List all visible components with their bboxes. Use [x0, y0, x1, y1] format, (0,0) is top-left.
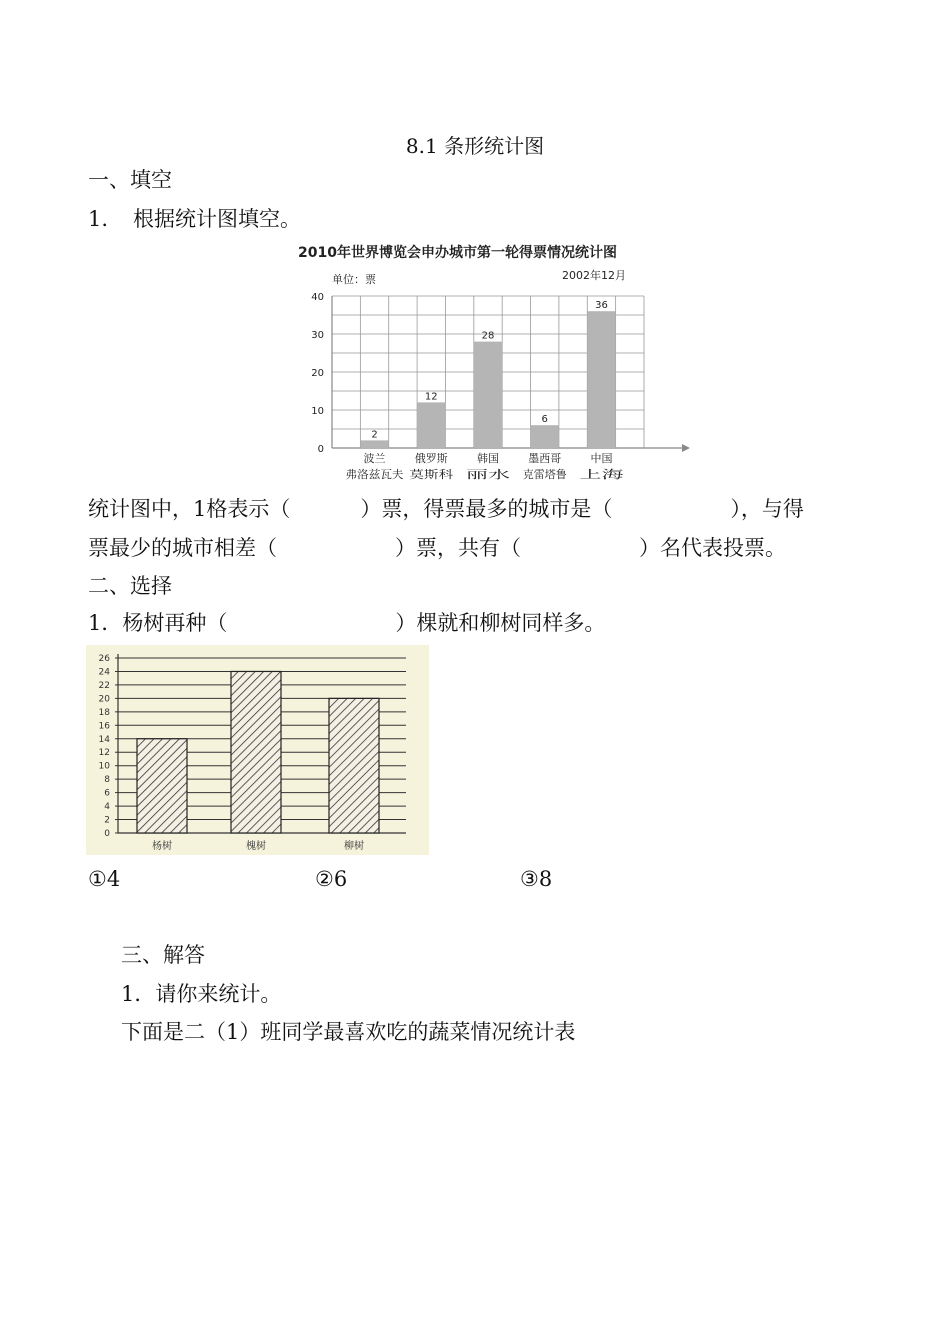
- bar: [474, 342, 502, 448]
- x-category-label: 墨西哥: [528, 452, 562, 465]
- choice-q1-text-a: 1．杨树再种（: [88, 611, 228, 635]
- x-category-sublabel: 上海: [579, 468, 602, 481]
- y-tick-label: 20: [98, 694, 110, 705]
- bar: [417, 402, 445, 448]
- y-tick-label: 26: [98, 654, 110, 664]
- answer-description: 下面是二（1）班同学最喜欢吃的蔬菜情况统计表: [121, 1020, 576, 1044]
- chart-date-label: 2002年12月: [562, 269, 626, 282]
- y-tick-label: 30: [311, 330, 324, 341]
- y-tick-label: 12: [98, 748, 110, 759]
- y-tick-label: 40: [311, 292, 324, 303]
- data-label: 6: [541, 414, 548, 426]
- fill-text-1c: ），与得: [730, 497, 804, 521]
- data-label: 12: [424, 391, 438, 403]
- y-tick-label: 0: [104, 829, 110, 839]
- data-label: 28: [481, 330, 495, 342]
- y-tick-label: 8: [104, 775, 110, 786]
- y-tick-label: 20: [311, 368, 324, 379]
- fill-blank-line-2: [88, 535, 786, 561]
- bar: [587, 311, 615, 448]
- option-2[interactable]: ②6: [315, 867, 348, 891]
- x-category-label: 韩国: [477, 452, 499, 465]
- bar: [329, 698, 379, 833]
- expo-vote-chart: [292, 238, 690, 488]
- x-category-sublabel: 弗洛兹瓦夫: [345, 468, 401, 481]
- section-2-heading: 二、选择: [88, 574, 172, 598]
- y-tick-label: 16: [98, 721, 110, 732]
- x-category-sublabel: 丽水: [466, 468, 488, 481]
- x-axis-arrow-icon: [682, 444, 690, 452]
- expo-vote-chart-svg: [292, 238, 690, 488]
- y-tick-label: 24: [98, 667, 110, 678]
- x-category-label: 中国: [590, 452, 613, 465]
- tree-count-chart: [86, 645, 429, 855]
- tree-count-chart-svg: [86, 645, 429, 855]
- fill-text-2a: 票最少的城市相差（: [88, 536, 277, 560]
- fill-text-2b: ）票，共有（: [395, 536, 521, 560]
- section-3-heading: 三、解答: [121, 943, 205, 967]
- chart-title: 2010年世界博览会申办城市第一轮得票情况统计图: [298, 245, 617, 261]
- fill-blank-line-1: [88, 496, 804, 522]
- choice-question-1: [88, 610, 605, 636]
- fill-text-2c: ）名代表投票。: [639, 536, 786, 560]
- x-category-label: 槐树: [246, 841, 266, 852]
- y-tick-label: 22: [98, 680, 110, 691]
- page-title: 8.1 条形统计图: [405, 134, 545, 158]
- bar: [137, 739, 187, 833]
- choice-q1-text-b: ）棵就和柳树同样多。: [395, 611, 606, 635]
- x-category-sublabel: 莫斯科: [409, 468, 443, 481]
- bar: [360, 440, 388, 448]
- fill-text-1a: 统计图中，1格表示（: [88, 497, 291, 521]
- section-1-heading: 一、填空: [88, 168, 172, 192]
- answer-question-1: 1．请你来统计。: [121, 982, 282, 1006]
- y-tick-label: 0: [317, 444, 324, 455]
- question-1-text: 根据统计图填空。: [133, 207, 301, 231]
- x-category-label: 波兰: [363, 452, 386, 465]
- question-1-number: 1.: [88, 207, 109, 231]
- data-label: 2: [371, 429, 378, 441]
- bar: [531, 425, 559, 448]
- bar: [231, 671, 281, 833]
- y-tick-label: 10: [311, 406, 324, 417]
- y-tick-label: 18: [98, 707, 110, 718]
- y-tick-label: 2: [104, 815, 110, 826]
- option-3[interactable]: ③8: [520, 867, 553, 891]
- y-tick-label: 4: [104, 802, 110, 813]
- fill-text-1b: ）票，得票最多的城市是（: [360, 497, 613, 521]
- y-tick-label: 14: [98, 734, 110, 745]
- y-tick-label: 6: [104, 788, 110, 799]
- option-1[interactable]: ①4: [88, 867, 121, 891]
- chart-unit-label: 单位：票: [332, 273, 376, 286]
- x-category-sublabel: 克雷塔鲁: [522, 468, 567, 481]
- data-label: 36: [595, 300, 608, 312]
- x-category-label: 杨树: [152, 841, 172, 852]
- y-tick-label: 10: [98, 761, 110, 772]
- x-category-label: 俄罗斯: [414, 452, 448, 465]
- x-category-label: 柳树: [344, 841, 364, 852]
